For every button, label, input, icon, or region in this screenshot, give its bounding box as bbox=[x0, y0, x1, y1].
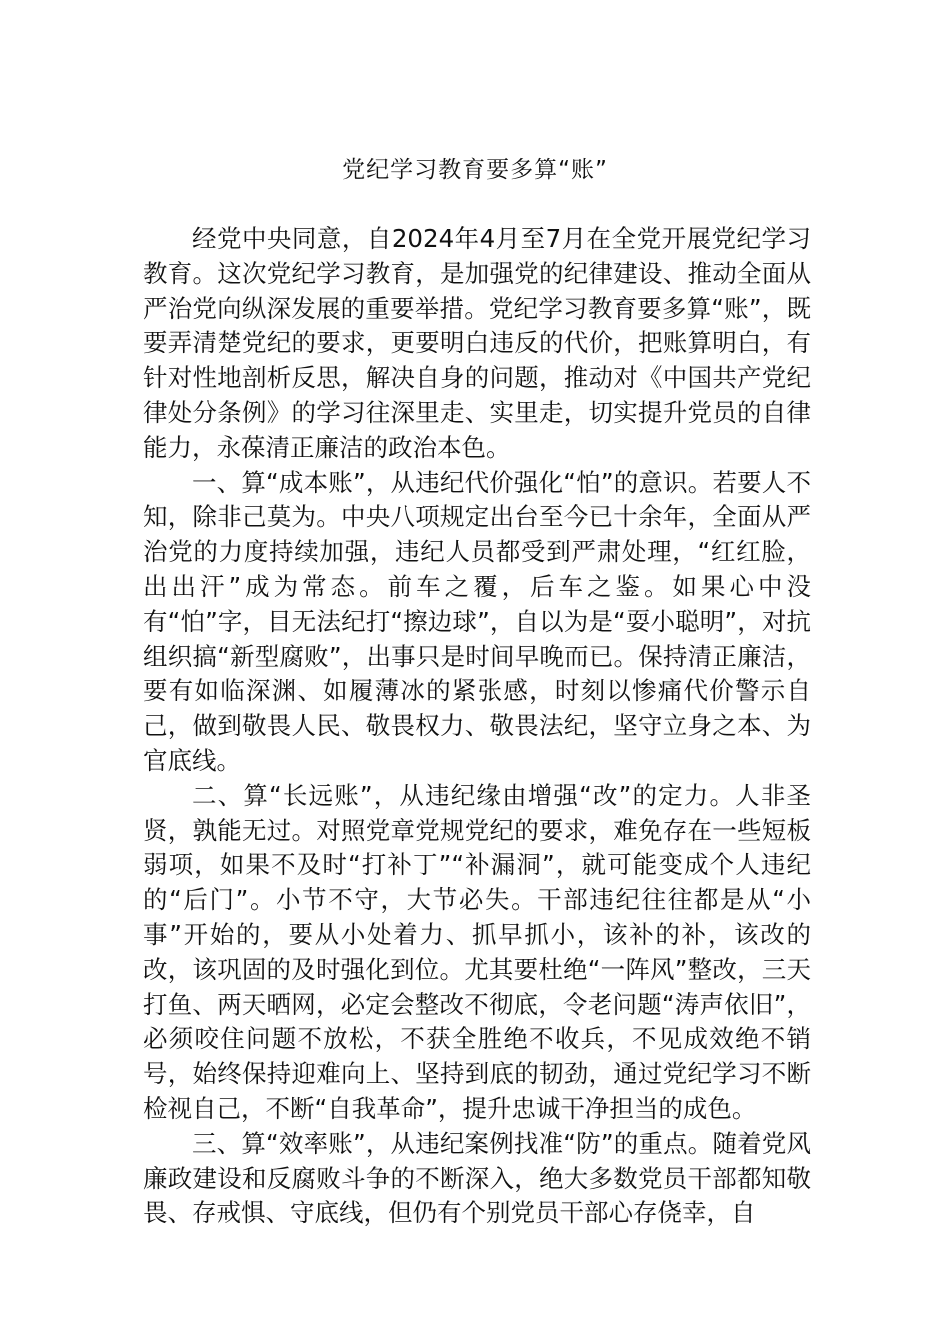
paragraph-efficiency-account: 三、算“效率账”，从违纪案例找准“防”的重点。随着党风廉政建设和反腐败斗争的不断深入，绝大多数党员干部都知敬畏、存戒惧、守底线，但仍有个别党员干部心存侥幸，自 bbox=[143, 1128, 811, 1228]
document-body bbox=[143, 222, 811, 1231]
paragraph-intro: 经党中央同意，自2024年4月至7月在全党开展党纪学习教育。这次党纪学习教育，是加强党的纪律建设、推动全面从严治党向纵深发展的重要举措。党纪学习教育要多算“账”，既要弄清楚党纪的要求，更要明白违反的代价，把账算明白，有针对性地剖析反思，解决自身的问题，推动对《中国共产党纪律处分条例》的学习往深里走、实里走，切实提升党员的自律能力，永葆清正廉洁的政治本色。 bbox=[143, 224, 811, 462]
paragraph-cost-account: 一、算“成本账”，从违纪代价强化“怕”的意识。若要人不知，除非己莫为。中央八项规定出台至今已十余年，全面从严治党的力度持续加强，违纪人员都受到严肃处理，“红红脸，出出汗”成为常态。前车之覆，后车之鉴。如果心中没有“怕”字，目无法纪打“擦边球”，自以为是“耍小聪明”，对抗组织搞“新型腐败”，出事只是时间早晚而已。保持清正廉洁，要有如临深渊、如履薄冰的紧张感，时刻以惨痛代价警示自己，做到敬畏人民、敬畏权力、敬畏法纪，坚守立身之本、为官底线。 bbox=[143, 467, 811, 775]
paragraph-long-term-account: 二、算“长远账”，从违纪缘由增强“改”的定力。人非圣贤，孰能无过。对照党章党规党纪的要求，难免存在一些短板弱项，如果不及时“打补丁”“补漏洞”，就可能变成个人违纪的“后门”。小节不守，大节必失。干部违纪往往都是从“小事”开始的，要从小处着力、抓早抓小，该补的补，该改的改，该巩固的及时强化到位。尤其要杜绝“一阵风”整改，三天打鱼、两天晒网，必定会整改不彻底，令老问题“涛声依旧”，必须咬住问题不放松，不获全胜绝不收兵，不见成效绝不销号，始终保持迎难向上、坚持到底的韧劲，通过党纪学习不断检视自己，不断“自我革命”，提升忠诚干净担当的成色。 bbox=[143, 780, 811, 1123]
document-title: 党纪学习教育要多算“账” bbox=[342, 157, 608, 183]
